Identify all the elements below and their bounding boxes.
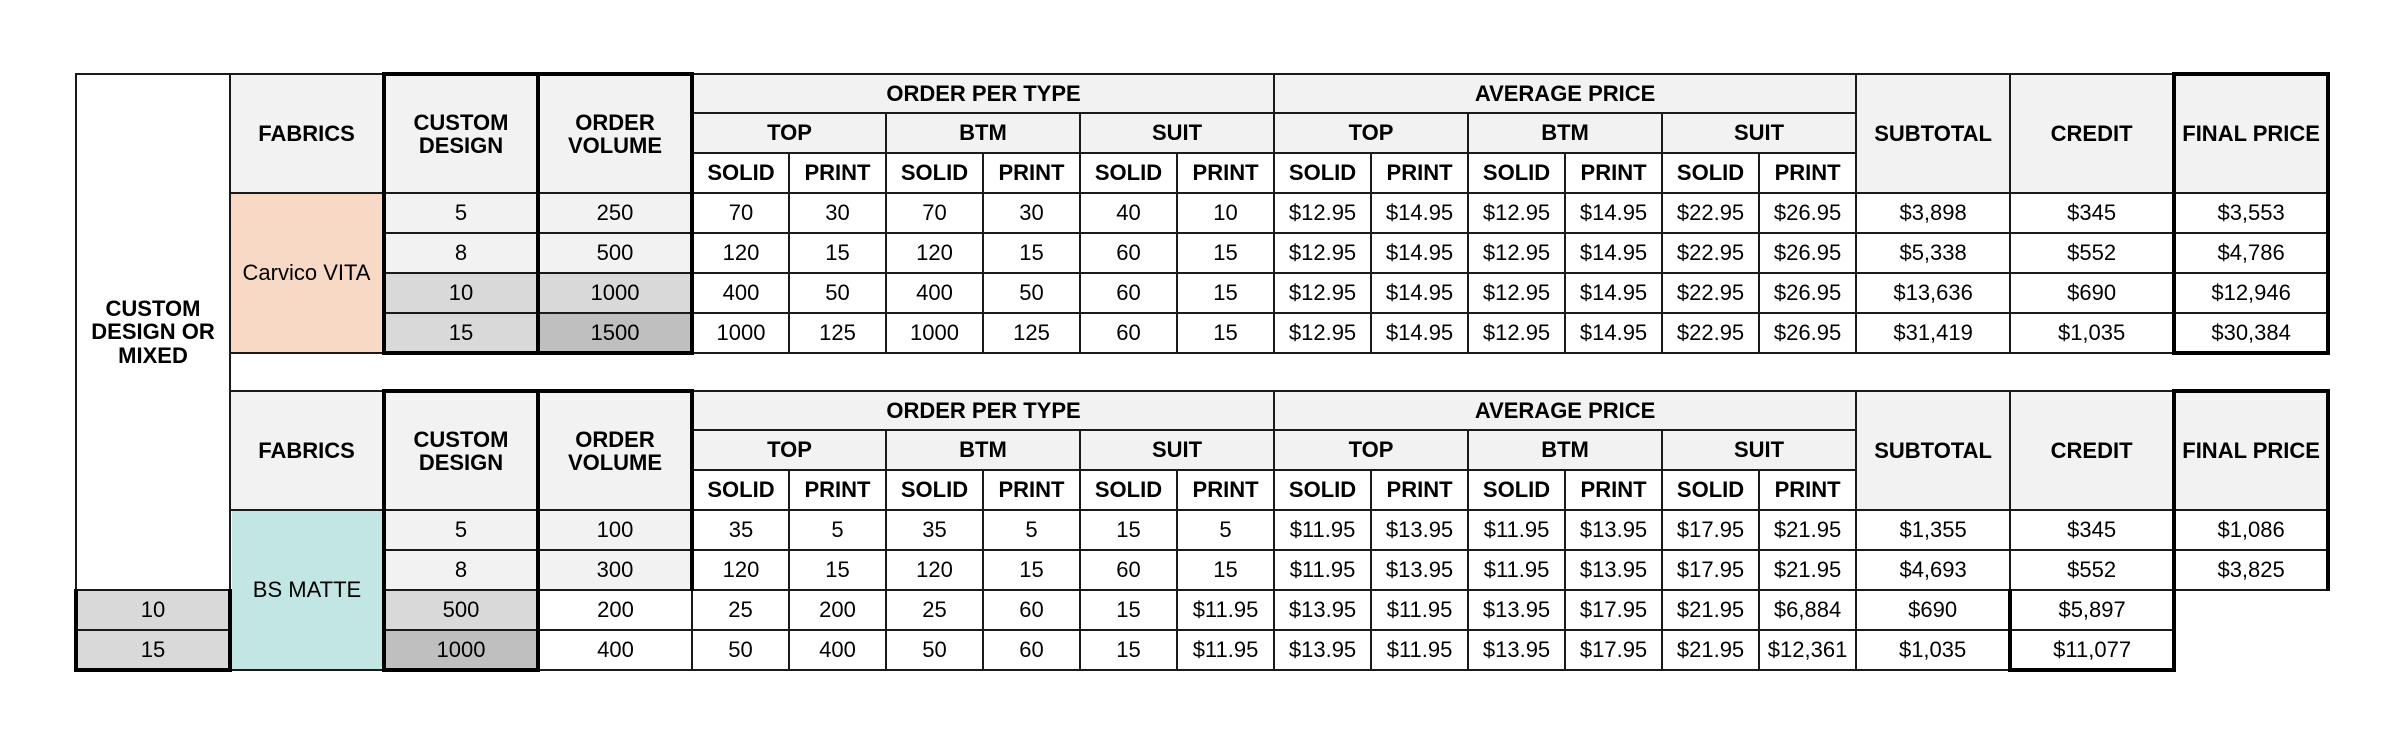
table-row — [76, 630, 2328, 670]
avg-price-cell: $12.95 — [1274, 233, 1371, 273]
table-row — [76, 233, 2328, 273]
final-price-value: $5,897 — [2010, 590, 2174, 630]
print-header: PRINT — [1759, 470, 1856, 510]
spacer-cell — [230, 353, 2328, 391]
avg-price-cell: $26.95 — [1759, 233, 1856, 273]
table-row — [76, 590, 2328, 630]
pricing-sheet — [74, 72, 2330, 672]
order-qty-cell: 400 — [692, 273, 789, 313]
solid-header: SOLID — [886, 153, 983, 193]
avg-price-cell: $12.95 — [1274, 273, 1371, 313]
order-qty-cell: 400 — [789, 630, 886, 670]
avg-price-cell: $11.95 — [1468, 510, 1565, 550]
btm-header: BTM — [886, 113, 1080, 153]
order-qty-cell: 60 — [1080, 313, 1177, 353]
custom-design-value: 5 — [384, 510, 538, 550]
solid-header: SOLID — [1662, 153, 1759, 193]
solid-header: SOLID — [1468, 153, 1565, 193]
order-qty-cell: 60 — [1080, 550, 1177, 590]
avg-price-cell: $22.95 — [1662, 193, 1759, 233]
order-qty-cell: 15 — [1177, 313, 1274, 353]
header-row — [76, 74, 2328, 113]
order-volume-value: 100 — [538, 510, 692, 550]
subtotal-header: SUBTOTAL — [1856, 74, 2010, 193]
subtotal-value: $5,338 — [1856, 233, 2010, 273]
order-qty-cell: 50 — [692, 630, 789, 670]
avg-price-cell: $14.95 — [1565, 313, 1662, 353]
final-price-value: $3,553 — [2174, 193, 2328, 233]
order-qty-cell: 50 — [983, 273, 1080, 313]
avg-price-cell: $21.95 — [1759, 510, 1856, 550]
spacer-row — [76, 353, 2328, 391]
avg-price-cell: $12.95 — [1468, 233, 1565, 273]
fabric-name: BS MATTE — [230, 510, 384, 670]
order-qty-cell: 60 — [1080, 273, 1177, 313]
credit-value: $1,035 — [1856, 630, 2010, 670]
order-qty-cell: 70 — [886, 193, 983, 233]
subtotal-value: $1,355 — [1856, 510, 2010, 550]
order-qty-cell: 30 — [983, 193, 1080, 233]
subtotal-value: $13,636 — [1856, 273, 2010, 313]
order-qty-cell: 60 — [983, 630, 1080, 670]
print-header: PRINT — [1371, 153, 1468, 193]
btm-header: BTM — [1468, 113, 1662, 153]
solid-header: SOLID — [692, 153, 789, 193]
pricing-table-body — [76, 74, 2328, 670]
avg-price-cell: $13.95 — [1371, 550, 1468, 590]
order-qty-cell: 15 — [1177, 273, 1274, 313]
subtotal-value: $4,693 — [1856, 550, 2010, 590]
btm-header: BTM — [1468, 430, 1662, 470]
order-qty-cell: 1000 — [692, 313, 789, 353]
suit-header: SUIT — [1080, 113, 1274, 153]
final-price-header: FINAL PRICE — [2174, 391, 2328, 510]
order-qty-cell: 5 — [1177, 510, 1274, 550]
print-header: PRINT — [789, 470, 886, 510]
avg-price-cell: $21.95 — [1759, 550, 1856, 590]
print-header: PRINT — [1565, 470, 1662, 510]
order-volume-value: 300 — [538, 550, 692, 590]
print-header: PRINT — [983, 153, 1080, 193]
avg-price-cell: $26.95 — [1759, 313, 1856, 353]
avg-price-cell: $17.95 — [1662, 510, 1759, 550]
btm-header: BTM — [886, 430, 1080, 470]
final-price-header: FINAL PRICE — [2174, 74, 2328, 193]
order-volume-value: 500 — [384, 590, 538, 630]
order-qty-cell: 200 — [538, 590, 692, 630]
custom-design-value: 10 — [76, 590, 230, 630]
solid-header: SOLID — [692, 470, 789, 510]
avg-price-cell: $13.95 — [1468, 590, 1565, 630]
fabric-name: Carvico VITA — [230, 193, 384, 353]
subtotal-value: $12,361 — [1759, 630, 1856, 670]
credit-value: $690 — [1856, 590, 2010, 630]
top-header: TOP — [692, 430, 886, 470]
top-header: TOP — [692, 113, 886, 153]
avg-price-cell: $12.95 — [1468, 193, 1565, 233]
print-header: PRINT — [1177, 470, 1274, 510]
order-volume-header: ORDER VOLUME — [538, 391, 692, 510]
order-qty-cell: 15 — [789, 550, 886, 590]
order-qty-cell: 60 — [1080, 233, 1177, 273]
print-header: PRINT — [1565, 153, 1662, 193]
avg-price-cell: $12.95 — [1274, 193, 1371, 233]
order-qty-cell: 50 — [789, 273, 886, 313]
fabrics-header: FABRICS — [230, 391, 384, 510]
credit-value: $345 — [2010, 510, 2174, 550]
order-qty-cell: 15 — [1177, 233, 1274, 273]
credit-header: CREDIT — [2010, 74, 2174, 193]
final-price-value: $11,077 — [2010, 630, 2174, 670]
final-price-value: $1,086 — [2174, 510, 2328, 550]
print-header: PRINT — [789, 153, 886, 193]
avg-price-cell: $17.95 — [1565, 630, 1662, 670]
order-qty-cell: 60 — [983, 590, 1080, 630]
order-qty-cell: 25 — [886, 590, 983, 630]
avg-price-cell: $11.95 — [1371, 590, 1468, 630]
order-qty-cell: 125 — [983, 313, 1080, 353]
order-qty-cell: 35 — [692, 510, 789, 550]
avg-price-cell: $11.95 — [1371, 630, 1468, 670]
solid-header: SOLID — [886, 470, 983, 510]
subtotal-value: $3,898 — [1856, 193, 2010, 233]
custom-design-header: CUSTOM DESIGN — [384, 74, 538, 193]
avg-price-cell: $14.95 — [1565, 233, 1662, 273]
order-qty-cell: 50 — [886, 630, 983, 670]
avg-price-cell: $14.95 — [1371, 313, 1468, 353]
avg-price-cell: $11.95 — [1177, 590, 1274, 630]
order-qty-cell: 5 — [789, 510, 886, 550]
avg-price-cell: $13.95 — [1371, 510, 1468, 550]
solid-header: SOLID — [1468, 470, 1565, 510]
order-qty-cell: 15 — [789, 233, 886, 273]
custom-design-value: 15 — [76, 630, 230, 670]
custom-design-value: 10 — [384, 273, 538, 313]
print-header: PRINT — [1177, 153, 1274, 193]
table-row — [76, 193, 2328, 233]
avg-price-cell: $14.95 — [1371, 193, 1468, 233]
avg-price-cell: $11.95 — [1274, 550, 1371, 590]
top-header: TOP — [1274, 430, 1468, 470]
order-qty-cell: 400 — [538, 630, 692, 670]
order-qty-cell: 400 — [886, 273, 983, 313]
credit-value: $552 — [2010, 550, 2174, 590]
print-header: PRINT — [983, 470, 1080, 510]
final-price-value: $12,946 — [2174, 273, 2328, 313]
avg-price-cell: $13.95 — [1468, 630, 1565, 670]
top-header: TOP — [1274, 113, 1468, 153]
average-price-header: AVERAGE PRICE — [1274, 74, 1856, 113]
subtotal-value: $31,419 — [1856, 313, 2010, 353]
order-volume-value: 1000 — [538, 273, 692, 313]
print-header: PRINT — [1371, 470, 1468, 510]
avg-price-cell: $13.95 — [1274, 590, 1371, 630]
avg-price-cell: $17.95 — [1565, 590, 1662, 630]
order-qty-cell: 15 — [1080, 590, 1177, 630]
solid-header: SOLID — [1274, 153, 1371, 193]
order-volume-value: 500 — [538, 233, 692, 273]
table-row — [76, 313, 2328, 353]
suit-header: SUIT — [1662, 113, 1856, 153]
avg-price-cell: $14.95 — [1565, 273, 1662, 313]
credit-header: CREDIT — [2010, 391, 2174, 510]
subtotal-header: SUBTOTAL — [1856, 391, 2010, 510]
table-row — [76, 550, 2328, 590]
order-qty-cell: 15 — [983, 550, 1080, 590]
avg-price-cell: $26.95 — [1759, 193, 1856, 233]
table-row — [76, 510, 2328, 550]
order-qty-cell: 1000 — [886, 313, 983, 353]
avg-price-cell: $21.95 — [1662, 590, 1759, 630]
order-qty-cell: 10 — [1177, 193, 1274, 233]
avg-price-cell: $13.95 — [1274, 630, 1371, 670]
header-row — [76, 391, 2328, 430]
print-header: PRINT — [1759, 153, 1856, 193]
avg-price-cell: $11.95 — [1177, 630, 1274, 670]
suit-header: SUIT — [1080, 430, 1274, 470]
suit-header: SUIT — [1662, 430, 1856, 470]
custom-design-value: 15 — [384, 313, 538, 353]
order-volume-value: 1000 — [384, 630, 538, 670]
avg-price-cell: $14.95 — [1565, 193, 1662, 233]
avg-price-cell: $22.95 — [1662, 313, 1759, 353]
order-qty-cell: 200 — [789, 590, 886, 630]
order-qty-cell: 25 — [692, 590, 789, 630]
final-price-value: $4,786 — [2174, 233, 2328, 273]
order-volume-value: 250 — [538, 193, 692, 233]
order-volume-value: 1500 — [538, 313, 692, 353]
avg-price-cell: $21.95 — [1662, 630, 1759, 670]
avg-price-cell: $13.95 — [1565, 550, 1662, 590]
final-price-value: $3,825 — [2174, 550, 2328, 590]
avg-price-cell: $14.95 — [1371, 233, 1468, 273]
solid-header: SOLID — [1662, 470, 1759, 510]
order-qty-cell: 30 — [789, 193, 886, 233]
section-label: CUSTOM DESIGN OR MIXED — [76, 74, 230, 590]
order-qty-cell: 5 — [983, 510, 1080, 550]
avg-price-cell: $12.95 — [1274, 313, 1371, 353]
order-qty-cell: 70 — [692, 193, 789, 233]
order-per-type-header: ORDER PER TYPE — [692, 74, 1274, 113]
average-price-header: AVERAGE PRICE — [1274, 391, 1856, 430]
order-qty-cell: 125 — [789, 313, 886, 353]
subtotal-value: $6,884 — [1759, 590, 1856, 630]
order-qty-cell: 120 — [886, 550, 983, 590]
avg-price-cell: $11.95 — [1468, 550, 1565, 590]
order-qty-cell: 120 — [692, 233, 789, 273]
fabrics-header: FABRICS — [230, 74, 384, 193]
order-qty-cell: 120 — [886, 233, 983, 273]
avg-price-cell: $22.95 — [1662, 233, 1759, 273]
order-volume-header: ORDER VOLUME — [538, 74, 692, 193]
avg-price-cell: $12.95 — [1468, 313, 1565, 353]
order-qty-cell: 15 — [1177, 550, 1274, 590]
order-qty-cell: 40 — [1080, 193, 1177, 233]
order-qty-cell: 35 — [886, 510, 983, 550]
avg-price-cell: $22.95 — [1662, 273, 1759, 313]
order-qty-cell: 15 — [983, 233, 1080, 273]
custom-design-value: 8 — [384, 233, 538, 273]
credit-value: $1,035 — [2010, 313, 2174, 353]
custom-design-value: 5 — [384, 193, 538, 233]
order-per-type-header: ORDER PER TYPE — [692, 391, 1274, 430]
pricing-table — [74, 72, 2330, 672]
credit-value: $690 — [2010, 273, 2174, 313]
solid-header: SOLID — [1080, 470, 1177, 510]
avg-price-cell: $11.95 — [1274, 510, 1371, 550]
credit-value: $552 — [2010, 233, 2174, 273]
avg-price-cell: $12.95 — [1468, 273, 1565, 313]
custom-design-value: 8 — [384, 550, 538, 590]
solid-header: SOLID — [1274, 470, 1371, 510]
avg-price-cell: $13.95 — [1565, 510, 1662, 550]
table-row — [76, 273, 2328, 313]
order-qty-cell: 15 — [1080, 510, 1177, 550]
solid-header: SOLID — [1080, 153, 1177, 193]
avg-price-cell: $17.95 — [1662, 550, 1759, 590]
credit-value: $345 — [2010, 193, 2174, 233]
avg-price-cell: $14.95 — [1371, 273, 1468, 313]
avg-price-cell: $26.95 — [1759, 273, 1856, 313]
custom-design-header: CUSTOM DESIGN — [384, 391, 538, 510]
final-price-value: $30,384 — [2174, 313, 2328, 353]
order-qty-cell: 15 — [1080, 630, 1177, 670]
order-qty-cell: 120 — [692, 550, 789, 590]
